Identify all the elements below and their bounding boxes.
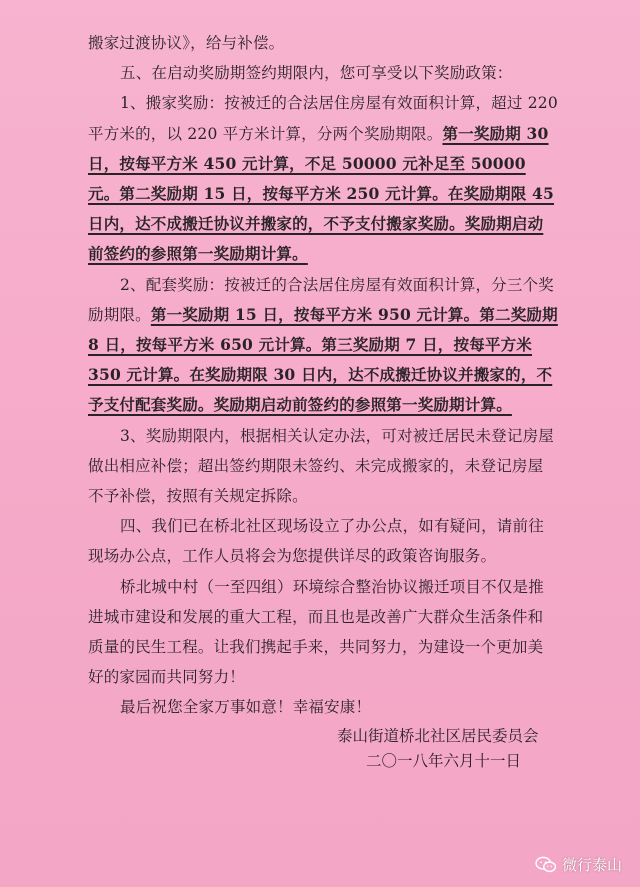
paragraph	[88, 692, 558, 722]
paragraph-text: 最后祝您全家万事如意！幸福安康！	[120, 698, 372, 717]
paragraph	[88, 270, 558, 421]
paragraph	[88, 58, 558, 88]
paragraph-text: 五、在启动奖励期签约期限内，您可享受以下奖励政策：	[120, 64, 513, 83]
watermark	[535, 854, 622, 875]
paragraph-text: 2、配套奖励：按被迁的合法居住房屋有效面积计算，分三个奖励期限。	[88, 275, 554, 324]
paragraph	[88, 88, 558, 269]
paragraph	[88, 421, 558, 512]
signature-org: 泰山街道桥北社区居民委员会	[337, 727, 539, 745]
signature-date: 二〇一八年六月十一日	[366, 752, 522, 770]
document-body	[88, 28, 558, 723]
paragraph-text: 四、我们已在桥北社区现场设立了办公点，如有疑问，请前往现场办公点，工作人员将会为您提供详尽的政策咨询服务。	[88, 517, 544, 566]
underlined-text: 第一奖励期 15 日，按每平方米 950 元计算。第二奖励期 8 日，按每平方米 650 元计算。第三奖励期 7 日，按每平方米 350 元计算。在奖励期限 30 日内，达不成搬迁协议并搬家的，不予支付配套奖励。奖励期启动前签约的参照第一奖励期计算。	[88, 304, 558, 415]
paragraph-text: 3、奖励期限内，根据相关认定办法，可对被迁居民未登记房屋做出相应补偿；超出签约期限未签约、未完成搬家的，未登记房屋不予补偿，按照有关规定拆除。	[88, 426, 554, 506]
watermark-text: 微行泰山	[561, 856, 622, 874]
paragraph-text: 1、搬家奖励：按被迁的合法居住房屋有效面积计算，超过 220 平方米的，以 220 平方米计算，分两个奖励期限。	[88, 94, 558, 143]
paragraph-text: 桥北城中村（一至四组）环境综合整治协议搬迁项目不仅是推进城市建设和发展的重大工程，而且也是改善广大群众生活条件和质量的民生工程。让我们携起手来，共同努力，为建设一个更加美好的家园而共同努力！	[88, 577, 544, 687]
paragraph	[88, 511, 558, 571]
paragraph	[88, 28, 558, 58]
underlined-text: 第一奖励期 30 日，按每平方米 450 元计算，不足 50000 元补足至 50000 元。第二奖励期 15 日，按每平方米 250 元计算。在奖励期限 45 日内，达不成搬迁协议并搬家的，不予支付搬家奖励。奖励期启动前签约的参照第一奖励期计算。	[88, 123, 554, 264]
paragraph-text: 搬家过渡协议》，给与补偿。	[88, 34, 285, 52]
paragraph	[88, 572, 558, 693]
wechat-icon	[535, 856, 557, 874]
